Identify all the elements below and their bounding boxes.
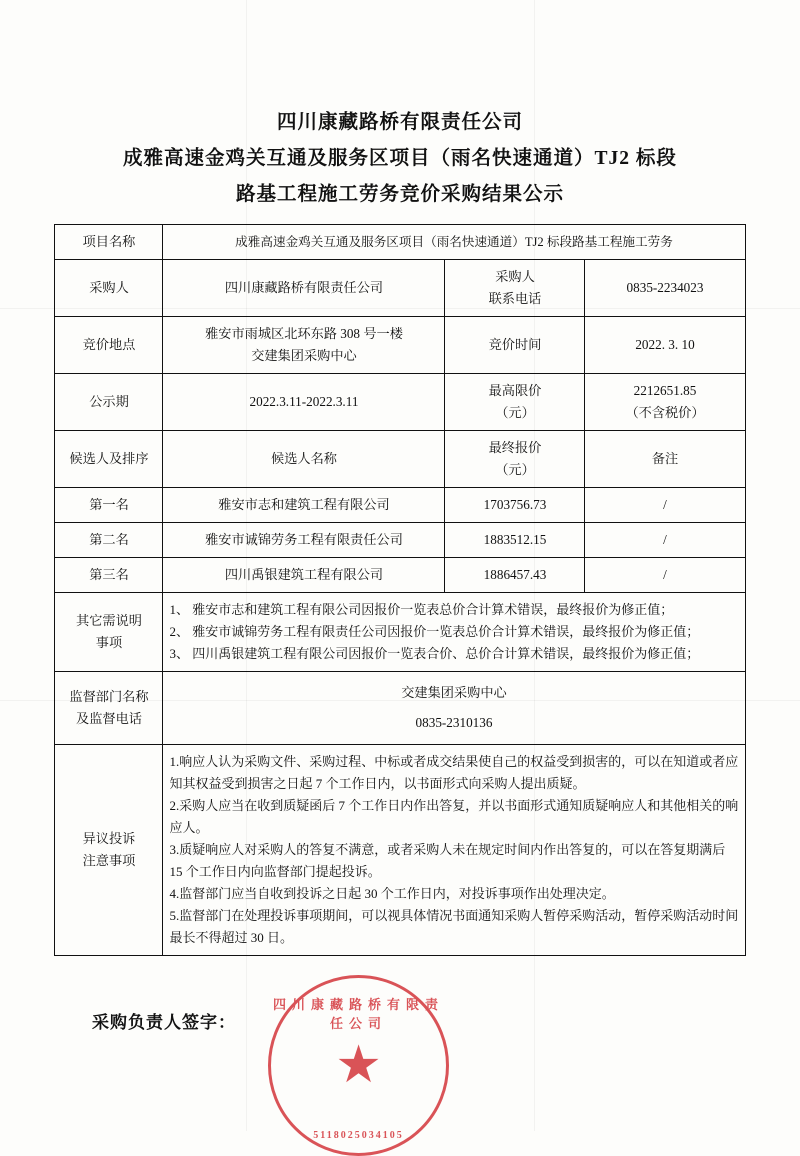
bid-time-value: 2022. 3. 10: [585, 317, 745, 374]
candidate-remark: /: [585, 558, 745, 593]
document-title-block: [0, 0, 800, 210]
candidate-name: 四川禹银建筑工程有限公司: [163, 558, 445, 593]
candidate-price: 1886457.43: [445, 558, 585, 593]
candidates-header-label: 候选人及排序: [55, 431, 163, 488]
purchaser-phone-label: [445, 260, 585, 317]
candidate-rank: 第一名: [55, 488, 163, 523]
project-name-value: 成雅高速金鸡关互通及服务区项目（雨名快速通道）TJ2 标段路基工程施工劳务: [163, 225, 745, 260]
other-note-item: 3、 四川禹银建筑工程有限公司因报价一览表合价、总价合计算术错误，最终报价为修正值；: [169, 646, 700, 661]
publicity-period-label: 公示期: [55, 374, 163, 431]
table-row-bid-place: [55, 317, 745, 374]
final-price-header: [445, 431, 585, 488]
remark-header: 备注: [585, 431, 745, 488]
candidate-remark: /: [585, 523, 745, 558]
max-price-value: [585, 374, 745, 431]
bid-time-label: 竞价时间: [445, 317, 585, 374]
max-price-label: [445, 374, 585, 431]
candidate-rank: 第三名: [55, 558, 163, 593]
project-name-label: 项目名称: [55, 225, 163, 260]
max-price-value-amount: 2212651.85: [633, 383, 697, 398]
final-price-header-line1: 最终报价: [488, 440, 542, 455]
purchaser-phone-label-line1: 采购人: [495, 269, 535, 284]
max-price-label-line2: （元）: [495, 405, 535, 420]
candidate-rank: 第二名: [55, 523, 163, 558]
table-row: [55, 488, 745, 523]
bid-place-value: [163, 317, 445, 374]
supervisor-label-line2: 及监督电话: [76, 711, 142, 726]
complaint-item: 5.监督部门在处理投诉事项期间，可以视具体情况书面通知采购人暂停采购活动，暂停采购活动时间最长不得超过 30 日。: [169, 908, 739, 945]
complaint-item: 3.质疑响应人对采购人的答复不满意，或者采购人未在规定时间内作出答复的，可以在答复期满后 15 个工作日内向监督部门提起投诉。: [169, 842, 726, 879]
purchaser-phone-label-line2: 联系电话: [488, 291, 542, 306]
complaint-label-line2: 注意事项: [82, 853, 136, 868]
project-title: 成雅高速金鸡关互通及服务区项目（雨名快速通道）TJ2 标段: [123, 148, 677, 169]
supervisor-label: [55, 672, 163, 745]
star-icon: ★: [335, 1036, 382, 1094]
bid-place-value-line1: 雅安市雨城区北环东路 308 号一楼: [205, 326, 403, 341]
purchaser-value: 四川康藏路桥有限责任公司: [163, 260, 445, 317]
final-price-header-line2: （元）: [495, 462, 535, 477]
other-notes-label-line1: 其它需说明: [76, 613, 142, 628]
company-title: 四川康藏路桥有限责任公司: [276, 112, 523, 133]
table-row-complaint: [55, 745, 745, 956]
other-notes-label: [55, 593, 163, 672]
table-row-project-name: [55, 225, 745, 260]
complaint-label: [55, 745, 163, 956]
table-row: [55, 523, 745, 558]
candidates-name-header: 候选人名称: [163, 431, 445, 488]
supervisor-phone: 0835-2310136: [415, 715, 493, 730]
company-seal: [268, 975, 449, 1156]
candidate-remark: /: [585, 488, 745, 523]
other-note-item: 1、 雅安市志和建筑工程有限公司因报价一览表总价合计算术错误，最终报价为修正值；: [169, 602, 674, 617]
signature-label: 采购负责人签字：: [92, 1013, 236, 1032]
table-row: [55, 558, 745, 593]
candidate-price: 1703756.73: [445, 488, 585, 523]
complaint-item: 1.响应人认为采购文件、采购过程、中标或者成交结果使自己的权益受到损害的，可以在知道或者应知其权益受到损害之日起 7 个工作日内，以书面形式向采购人提出质疑。: [169, 754, 739, 791]
table-row-publicity-period: [55, 374, 745, 431]
seal-top-text: 四川康藏路桥有限责任公司: [272, 997, 444, 1031]
publicity-period-value: 2022.3.11-2022.3.11: [163, 374, 445, 431]
bid-place-value-line2: 交建集团采购中心: [251, 348, 357, 363]
complaint-item: 2.采购人应当在收到质疑函后 7 个工作日内作出答复，并以书面形式通知质疑响应人和其他相关的响应人。: [169, 798, 739, 835]
table-row-supervisor: [55, 672, 745, 745]
seal-bottom-text: 5118025034105: [313, 1130, 404, 1141]
purchaser-label: 采购人: [55, 260, 163, 317]
supervisor-label-line1: 监督部门名称: [69, 689, 149, 704]
supervisor-name: 交建集团采购中心: [401, 685, 507, 700]
other-note-item: 2、 雅安市诚锦劳务工程有限责任公司因报价一览表总价合计算术错误，最终报价为修正值；: [169, 624, 700, 639]
table-row-purchaser: [55, 260, 745, 317]
bid-place-label: 竞价地点: [55, 317, 163, 374]
table-row-other-notes: [55, 593, 745, 672]
document-subtitle: 路基工程施工劳务竞价采购结果公示: [235, 184, 564, 205]
table-row-candidates-header: [55, 431, 745, 488]
candidate-name: 雅安市志和建筑工程有限公司: [163, 488, 445, 523]
complaint-item: 4.监督部门应当自收到投诉之日起 30 个工作日内，对投诉事项作出处理决定。: [169, 886, 615, 901]
max-price-value-note: （不含税价）: [625, 405, 705, 420]
complaint-value: [163, 745, 745, 956]
purchaser-phone-value: 0835-2234023: [585, 260, 745, 317]
other-notes-value: [163, 593, 745, 672]
other-notes-label-line2: 事项: [95, 635, 123, 650]
candidate-price: 1883512.15: [445, 523, 585, 558]
announcement-table: [54, 224, 745, 956]
complaint-label-line1: 异议投诉: [82, 831, 136, 846]
supervisor-value: [163, 672, 745, 745]
max-price-label-line1: 最高限价: [488, 383, 542, 398]
candidate-name: 雅安市诚锦劳务工程有限责任公司: [163, 523, 445, 558]
